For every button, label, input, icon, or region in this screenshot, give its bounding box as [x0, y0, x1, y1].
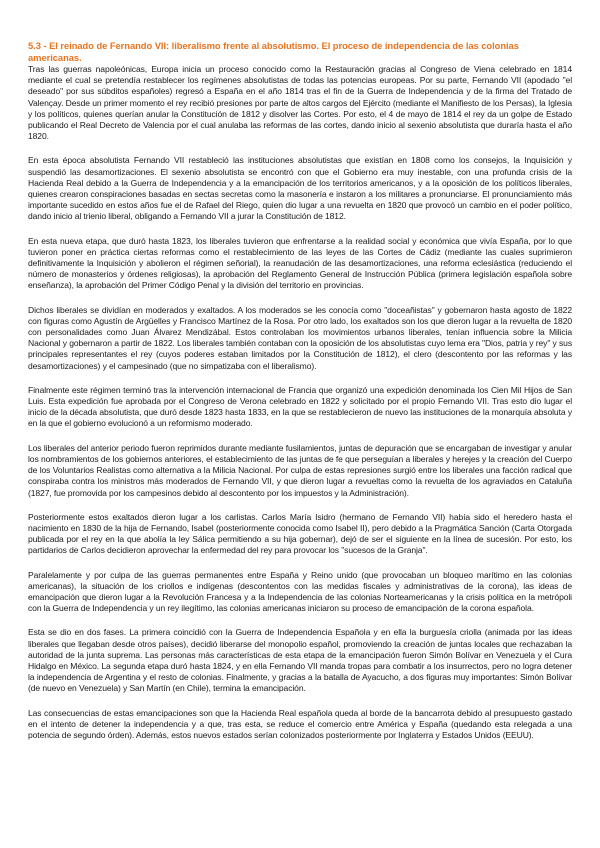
paragraph-sexenio-absolutista: En esta época absolutista Fernando VII restableció las instituciones absolutistas que existían en 1808 como los consejos, la Inquisición y suspendió las desamortizaciones. El sexenio absolutista se encontró con que el Gobierno era muy inestable, con una profunda crisis de la Hacienda Real debido a la Guerra de Independencia y a la emancipación de los territorios americanos, y a la oposición de los políticos liberales, quienes crearon conspiraciones basadas en sectas secretas como la masonería e instaron a los militares a pronunciarse. El pronunciamiento más importante sucedido en estos años fue el de Rafael del Riego, quien dio lugar a una revuelta en 1820 que provocó un cambio en el poder político, dando inicio al trienio liberal, obligando a Fernando VII a jurar la Constitución de 1812.: [28, 155, 572, 222]
paragraph-emancipacion-fases: Esta se dio en dos fases. La primera coincidió con la Guerra de Independencia Española y en ella la burguesía criolla (animada por las ideas liberales que llegaban desde otros países), decidió liberarse del monopolio español, promoviendo la creación de juntas locales que rechazaban la autoridad de la junta suprema. Las personas más características de esta etapa de la emancipación fueron Simón Bolívar en Venezuela y el Cura Hidalgo en México. La segunda etapa duró hasta 1824, y en ella Fernando VII manda tropas para combatir a los insurrectos, pero no logra detener la independencia de Argentina y el resto de colonias. Finalmente, y gracias a la batalla de Ayacucho, a dos figuras muy importantes: Simón Bolívar (de nuevo en Venezuela) y San Martín (en Chile), termina la emancipación.: [28, 627, 572, 694]
paragraph-decada-absolutista: Finalmente este régimen terminó tras la intervención internacional de Francia que organizó una expedición denominada los Cien Mil Hijos de San Luis. Esta expedición fue aprobada por el Congreso de Verona celebrado en 1822 y solicitado por el propio Fernando VII. Tras esto dio lugar el inicio de la década absolutista, que duró desde 1823 hasta 1833, en la que se restablecieron de nuevo las instituciones de la monarquía absoluta y en la que el gobierno evolucionó a un reformismo moderado.: [28, 384, 572, 429]
paragraph-carlistas: Posteriormente estos exaltados dieron lugar a los carlistas. Carlos María Isidro (hermano de Fernando VII) había sido el heredero hasta el nacimiento en 1830 de la hija de Fernando, Isabel (posteriormente conocida como Isabel II), pero debido a la Pragmática Sanción (Carta Otorgada publicada por el rey en la que abolía la ley Sálica permitiendo a su hija gobernar), dejó de ser el siguiente en la línea de sucesión. Por esto, los partidarios de Carlos decidieron aprovechar la enfermedad del rey para provocar los "sucesos de la Granja".: [28, 511, 572, 556]
paragraph-emancipacion-causas: Paralelamente y por culpa de las guerras permanentes entre España y Reino unido (que provocaban un bloqueo marítimo en las colonias americanas), la situación de los criollos e indígenas (descontentos con las medidas fiscales y administrativas de la corona), las ideas de emancipación que dieron lugar a la Revolución Francesa y a la Independencia de las colonias Norteamericanas y la crisis política en la metrópoli con la Guerra de Independencia y un rey ilegítimo, las colonias americanas iniciaron su proceso de emancipación de la corona española.: [28, 569, 572, 614]
paragraph-represion-liberales: Los liberales del anterior periodo fueron reprimidos durante mediante fusilamientos, juntas de depuración que se encargaban de investigar y anular los nombramientos de los gobiernos anteriores, el establecimiento de las juntas de fe que perseguían a liberales y herejes y la creación del Cuerpo de los Voluntarios Realistas como alternativa a la Milicia Nacional. Por culpa de estas represiones surgió entre los liberales una facción radical que conspiraba contra los ministros más moderados de Fernando VII, y que dieron lugar a revueltas como la revuelta de los agraviados en Cataluña (1827, fue promovida por los campesinos debido al descontento por los impuestos y la Administración).: [28, 442, 572, 498]
paragraph-moderados-exaltados: Dichos liberales se dividían en moderados y exaltados. A los moderados se les conocía como "doceañistas" y gobernaron hasta agosto de 1822 con figuras como Agustín de Argüelles y Francisco Martínez de la Rosa. Por otro lado, los exaltados son los que dieron lugar a la revuelta de 1820 con personalidades como Juan Álvarez Mendizábal. Estos controlaban los movimientos urbanos liberales, tenían influencia sobre la Milicia Nacional y gobernaron a partir de 1822. Los liberales también contaban con la oposición de los absolutistas cuyo lema era "Dios, patria y rey" y sus principales representantes el rey (cuyos poderes estaban limitados por la Constitución de 1812), el clero (descontento por las reformas y las desamortizaciones) y el campesinado (que no simpatizaba con el liberalismo).: [28, 304, 572, 371]
paragraph-restauracion: Tras las guerras napoleónicas, Europa inicia un proceso conocido como la Restauración gracias al Congreso de Viena celebrado en 1814 mediante el cual se pretendía restablecer los regímenes absolutistas de todas las potencias europeas. Por su parte, Fernando VII (apodado "el deseado" por sus súbditos españoles) regresó a España en el año 1814 tras el fin de la Guerra de Independencia y de la firma del Tratado de Valençay. Desde un primer momento el rey recibió presiones por parte de altos cargos del Ejército (mediante el Manifiesto de los Persas), la Iglesia y los políticos, quienes querían anular la Constitución de 1812 y disolver las Cortes. Por esto, el 4 de mayo de 1814 el rey da un golpe de Estado publicando el Real Decreto de Valencia por el cual anulaba las reformas de las cortes, dando inicio al sexenio absolutista que duraría hasta el año 1820.: [28, 64, 572, 142]
section-heading: 5.3 - El reinado de Fernando VII: liberalismo frente al absolutismo. El proceso de independencia de las colonias americanas.: [28, 40, 519, 63]
paragraph-consecuencias: Las consecuencias de estas emancipaciones son que la Hacienda Real española queda al borde de la bancarrota debido al presupuesto gastado en el intento de detener la independencia y a que, tras esta, se reduce el comercio entre América y España (quedando esta relegada a una potencia de segundo órden). Además, estos nuevos estados serían colonizados posteriormente por Inglaterra y Estados Unidos (EEUU).: [28, 707, 572, 740]
paragraph-trienio-liberal: En esta nueva etapa, que duró hasta 1823, los liberales tuvieron que enfrentarse a la realidad social y económica que vivía España, por lo que tuvieron poner en práctica ciertas reformas como el restablecimiento de las leyes de las Cortes de Cádiz (mediante las cuales suprimieron definitivamente la Inquisición y abolieron el régimen señorial), la reanudación de las desamortizaciones, una reforma eclesiástica (reduciendo el número de monasterios y órdenes religiosas), la aprobación del Reglamento General de Instrucción Pública (primera legislación española sobre enseñanza), la aprobación del Primer Código Penal y la división del territorio en provincias.: [28, 235, 572, 291]
